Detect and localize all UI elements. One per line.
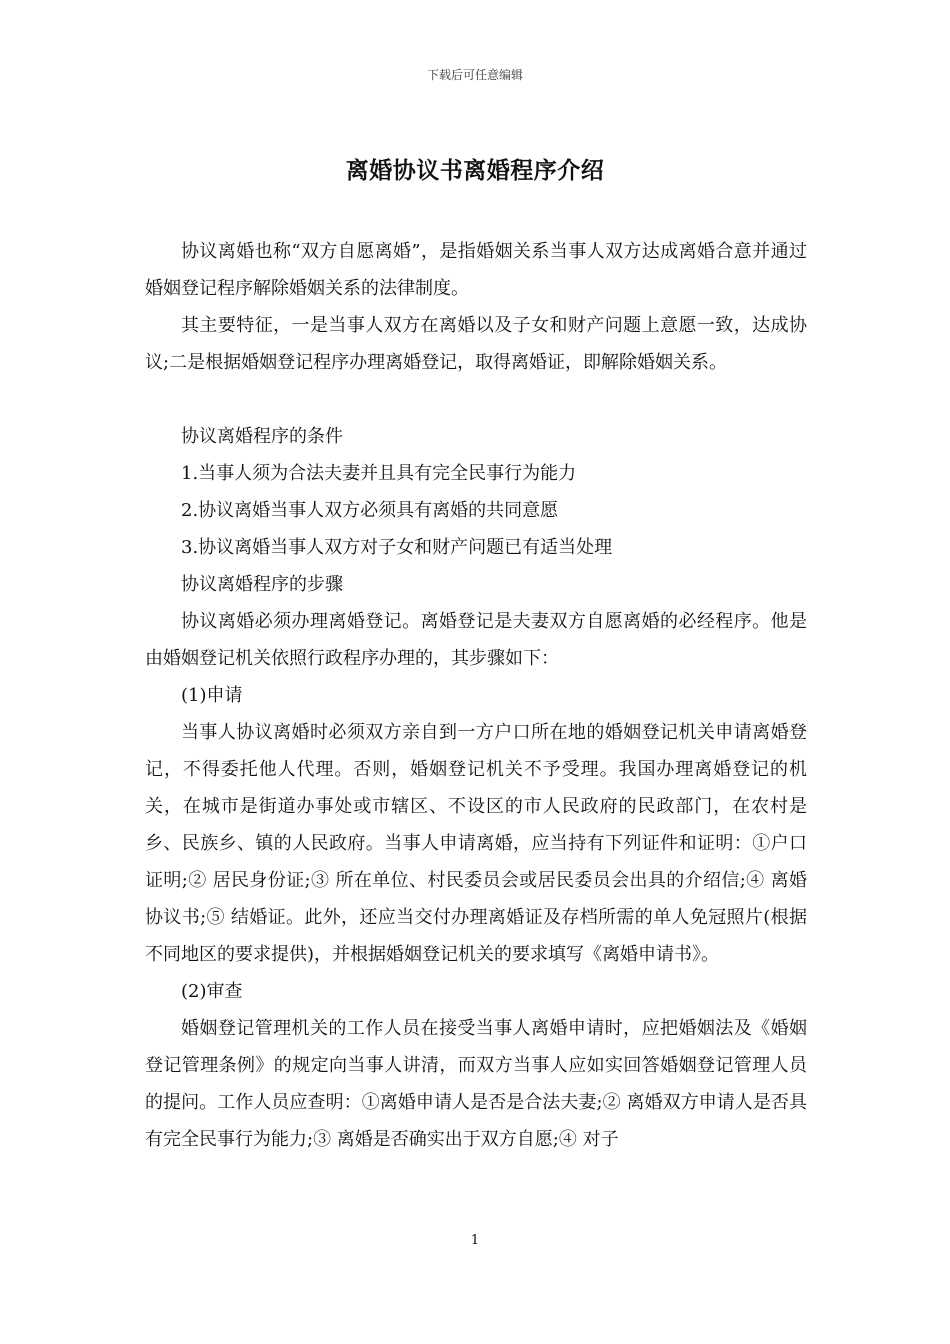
step-heading: (2)审查 (181, 981, 243, 1002)
paragraph: 当事人协议离婚时必须双方亲自到一方户口所在地的婚姻登记机关申请离婚登记，不得委托他人代理。否则，婚姻登记机关不予受理。我国办理离婚登记的机关，在城市是街道办事处或市辖区、不设区的市人民政府的民政部门，在农村是乡、民族乡、镇的人民政府。当事人申请离婚，应当持有下列证件和证明：①户口证明;② 居民身份证;③ 所在单位、村民委员会或居民委员会出具的介绍信;④ 离婚协议书;⑤ 结婚证。此外，还应当交付办理离婚证及存档所需的单人免冠照片(根据不同地区的要求提供)，并根据婚姻登记机关的要求填写《离婚申请书》。 (145, 722, 807, 965)
list-item: 2.协议离婚当事人双方必须具有离婚的共同意愿 (181, 500, 559, 521)
paragraph: 协议离婚也称“双方自愿离婚”，是指婚姻关系当事人双方达成离婚合意并通过婚姻登记程序解除婚姻关系的法律制度。 (145, 241, 807, 299)
step-heading: (1)申请 (181, 685, 243, 706)
procedure-block (145, 418, 807, 1158)
paragraph: 其主要特征，一是当事人双方在离婚以及子女和财产问题上意愿一致，达成协议;二是根据婚姻登记程序办理离婚登记，取得离婚证，即解除婚姻关系。 (145, 315, 807, 373)
intro-block (145, 233, 807, 381)
section-heading: 协议离婚程序的步骤 (181, 574, 343, 595)
page-number: 1 (470, 1233, 480, 1248)
list-item: 3.协议离婚当事人双方对子女和财产问题已有适当处理 (181, 537, 613, 558)
section-heading: 协议离婚程序的条件 (181, 426, 343, 447)
paragraph: 协议离婚必须办理离婚登记。离婚登记是夫妻双方自愿离婚的必经程序。他是由婚姻登记机关依照行政程序办理的，其步骤如下： (145, 611, 807, 669)
list-item: 1.当事人须为合法夫妻并且具有完全民事行为能力 (181, 463, 577, 484)
header-note: 下载后可任意编辑 (426, 68, 523, 82)
document-title: 离婚协议书离婚程序介绍 (345, 157, 605, 184)
paragraph: 婚姻登记管理机关的工作人员在接受当事人离婚申请时，应把婚姻法及《婚姻登记管理条例》的规定向当事人讲清，而双方当事人应如实回答婚姻登记管理人员的提问。工作人员应查明：①离婚申请人是否是合法夫妻;② 离婚双方申请人是否具有完全民事行为能力;③ 离婚是否确实出于双方自愿;④ 对子 (145, 1018, 807, 1150)
